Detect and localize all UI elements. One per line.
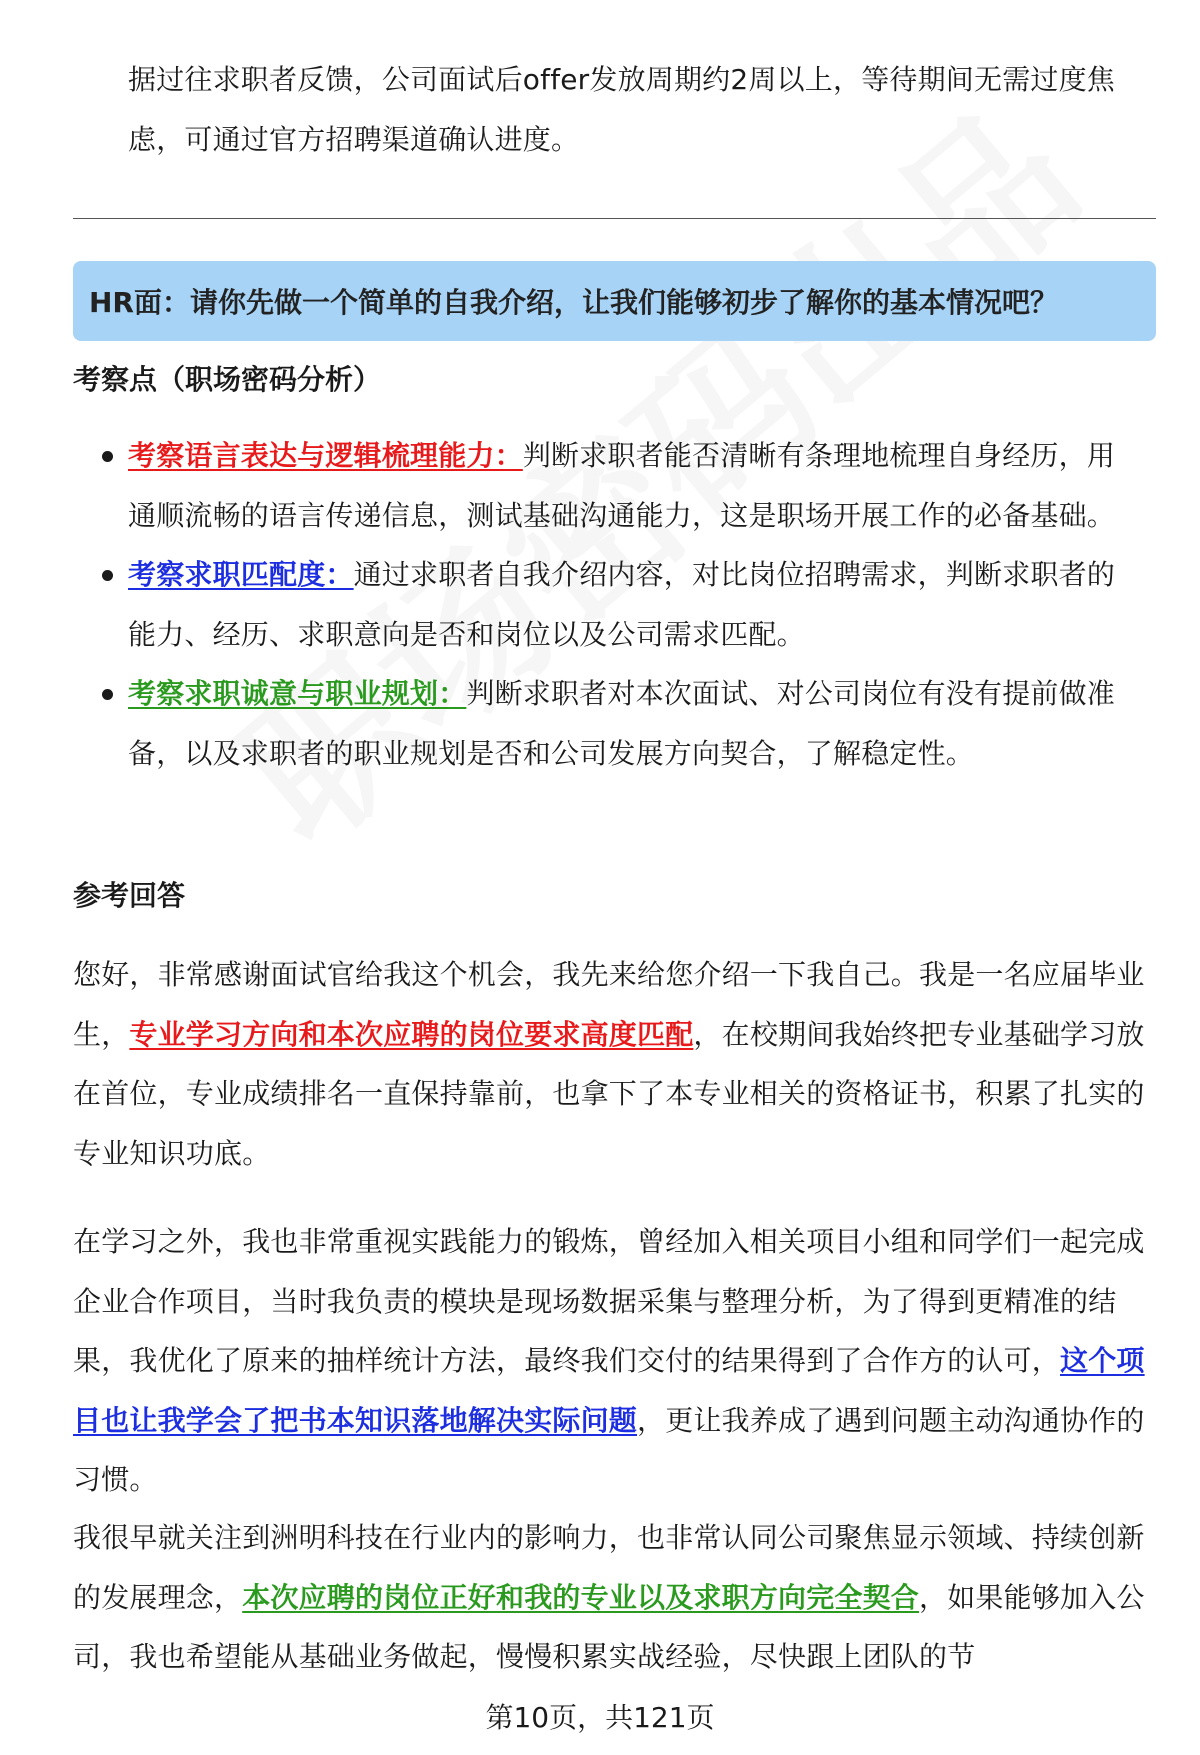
answer-highlight: 本次应聘的岗位正好和我的专业以及求职方向完全契合 — [242, 1580, 920, 1614]
answer-highlight: 这个项目也让我学会了把书本知识落地解决实际问题 — [73, 1344, 1145, 1437]
answer-paragraph-1 — [73, 945, 1158, 1183]
list-item — [128, 664, 1138, 783]
bullet-key: 考察求职匹配度： — [128, 558, 354, 591]
answer-highlight: 专业学习方向和本次应聘的岗位要求高度匹配 — [129, 1017, 694, 1051]
answer-heading: 参考回答 — [73, 879, 186, 912]
bullet-key: 考察求职诚意与职业规划： — [128, 677, 467, 710]
answer-text: ，在校期间我始终把专业基础学习放在首位，专业成绩排名一直保持靠前，也拿下了本专业相关的资格证书，积累了扎实的专业知识功底。 — [73, 1017, 1145, 1170]
bullet-text: 判断求职者能否清晰有条理地梳理自身经历，用通顺流畅的语言传递信息，测试基础沟通能力，这是职场开展工作的必备基础。 — [128, 439, 1116, 532]
answer-paragraph-2 — [73, 1212, 1158, 1510]
analysis-list — [128, 426, 1138, 783]
answer-text: 在学习之外，我也非常重视实践能力的锻炼，曾经加入相关项目小组和同学们一起完成企业合作项目，当时我负责的模块是现场数据采集与整理分析，为了得到更精准的结果，我优化了原来的抽样统计方法，最终我们交付的结果得到了合作方的认可， — [73, 1225, 1145, 1377]
divider — [73, 218, 1156, 219]
answer-text: 您好，非常感谢面试官给我这个机会，我先来给您介绍一下我自己。我是一名应届毕业生， — [73, 958, 1145, 1051]
analysis-heading: 考察点（职场密码分析） — [73, 363, 382, 396]
bullet-text: 通过求职者自我介绍内容，对比岗位招聘需求，判断求职者的能力、经历、求职意向是否和岗位以及公司需求匹配。 — [128, 558, 1116, 651]
question-title: HR面：请你先做一个简单的自我介绍，让我们能够初步了解你的基本情况吧？ — [89, 286, 1058, 319]
page-number: 第10页，共121页 — [485, 1701, 715, 1734]
question-box — [73, 261, 1156, 341]
bullet-text: 判断求职者对本次面试、对公司岗位有没有提前做准备，以及求职者的职业规划是否和公司发展方向契合，了解稳定性。 — [128, 677, 1116, 770]
answer-text: 我很早就关注到洲明科技在行业内的影响力，也非常认同公司聚焦显示领域、持续创新的发展理念， — [73, 1521, 1145, 1614]
answer-paragraph-3 — [73, 1508, 1158, 1687]
bullet-key: 考察语言表达与逻辑梳理能力： — [128, 439, 523, 472]
answer-text: ，更让我养成了遇到问题主动沟通协作的习惯。 — [73, 1403, 1145, 1496]
list-item — [128, 545, 1138, 664]
list-item — [128, 426, 1138, 545]
answer-text: ，如果能够加入公司，我也希望能从基础业务做起，慢慢积累实战经验，尽快跟上团队的节 — [73, 1580, 1145, 1673]
intro-paragraph: 据过往求职者反馈，公司面试后offer发放周期约2周以上，等待期间无需过度焦虑，可通过官方招聘渠道确认进度。 — [128, 63, 1116, 156]
